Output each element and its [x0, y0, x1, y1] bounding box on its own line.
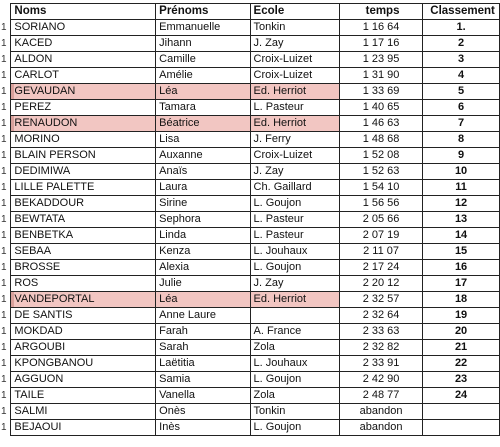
temps-cell: 2 32 57 — [339, 292, 422, 308]
row-index-cell: 1 — [1, 228, 11, 244]
ecole-cell: L. Goujon — [250, 196, 339, 212]
nom-cell: LILLE PALETTE — [11, 180, 156, 196]
table-row — [1, 324, 500, 340]
table-row — [1, 308, 500, 324]
temps-cell: abandon — [339, 420, 422, 436]
prenom-cell: Anne Laure — [156, 308, 250, 324]
table-row — [1, 404, 500, 420]
table-row — [1, 52, 500, 68]
table-row — [1, 100, 500, 116]
classement-cell: 9 — [423, 148, 500, 164]
table-row — [1, 340, 500, 356]
row-index-cell: 1 — [1, 36, 11, 52]
temps-cell: 1 33 69 — [339, 84, 422, 100]
row-index-cell: 1 — [1, 372, 11, 388]
header-temps: temps — [339, 4, 422, 20]
table-row — [1, 180, 500, 196]
prenom-cell: Onès — [156, 404, 250, 420]
nom-cell: MORINO — [11, 132, 156, 148]
table-row — [1, 36, 500, 52]
nom-cell: CARLOT — [11, 68, 156, 84]
classement-cell — [423, 404, 500, 420]
classement-cell: 16 — [423, 260, 500, 276]
row-index-cell: 1 — [1, 324, 11, 340]
nom-cell: RENAUDON — [11, 116, 156, 132]
prenom-cell: Sephora — [156, 212, 250, 228]
table-row — [1, 420, 500, 436]
prenom-cell: Sirine — [156, 196, 250, 212]
table-row — [1, 132, 500, 148]
classement-cell: 10 — [423, 164, 500, 180]
classement-cell: 19 — [423, 308, 500, 324]
classement-cell: 17 — [423, 276, 500, 292]
nom-cell: BROSSE — [11, 260, 156, 276]
temps-cell: 1 48 68 — [339, 132, 422, 148]
classement-cell: 5 — [423, 84, 500, 100]
prenom-cell: Samia — [156, 372, 250, 388]
classement-cell: 3 — [423, 52, 500, 68]
row-index-cell: 1 — [1, 388, 11, 404]
ecole-cell: Zola — [250, 388, 339, 404]
ecole-cell: Croix-Luizet — [250, 68, 339, 84]
ecole-cell: Ed. Herriot — [250, 84, 339, 100]
temps-cell: 2 05 66 — [339, 212, 422, 228]
nom-cell: KPONGBANOU — [11, 356, 156, 372]
table-row — [1, 20, 500, 36]
prenom-cell: Lisa — [156, 132, 250, 148]
ecole-cell: Ch. Gaillard — [250, 180, 339, 196]
results-table — [1, 3, 500, 436]
ecole-cell: Zola — [250, 340, 339, 356]
classement-cell: 2 — [423, 36, 500, 52]
ecole-cell: Ed. Herriot — [250, 292, 339, 308]
ecole-cell: L. Goujon — [250, 420, 339, 436]
nom-cell: ARGOUBI — [11, 340, 156, 356]
row-index-cell: 1 — [1, 276, 11, 292]
ecole-cell: L. Goujon — [250, 260, 339, 276]
temps-cell: 2 33 91 — [339, 356, 422, 372]
nom-cell: AGGUON — [11, 372, 156, 388]
prenom-cell: Tamara — [156, 100, 250, 116]
temps-cell: 2 33 63 — [339, 324, 422, 340]
prenom-cell: Laëtitia — [156, 356, 250, 372]
ecole-cell: Ed. Herriot — [250, 116, 339, 132]
row-index-cell: 1 — [1, 404, 11, 420]
table-row — [1, 260, 500, 276]
prenom-cell: Camille — [156, 52, 250, 68]
prenom-cell: Julie — [156, 276, 250, 292]
table-row — [1, 372, 500, 388]
classement-cell: 12 — [423, 196, 500, 212]
classement-cell: 15 — [423, 244, 500, 260]
nom-cell: DE SANTIS — [11, 308, 156, 324]
prenom-cell: Béatrice — [156, 116, 250, 132]
temps-cell: 2 48 77 — [339, 388, 422, 404]
classement-cell: 23 — [423, 372, 500, 388]
row-index-cell: 1 — [1, 116, 11, 132]
temps-cell: 1 16 64 — [339, 20, 422, 36]
row-index-cell: 1 — [1, 196, 11, 212]
nom-cell: BEJAOUI — [11, 420, 156, 436]
row-index-cell: 1 — [1, 340, 11, 356]
classement-cell: 22 — [423, 356, 500, 372]
row-index-cell: 1 — [1, 132, 11, 148]
temps-cell: 1 40 65 — [339, 100, 422, 116]
ecole-cell: L. Pasteur — [250, 100, 339, 116]
classement-cell: 18 — [423, 292, 500, 308]
table-row — [1, 388, 500, 404]
row-index-cell: 1 — [1, 180, 11, 196]
temps-cell: 1 54 10 — [339, 180, 422, 196]
table-row — [1, 244, 500, 260]
prenom-cell: Inès — [156, 420, 250, 436]
table-row — [1, 228, 500, 244]
classement-cell: 8 — [423, 132, 500, 148]
classement-cell: 11 — [423, 180, 500, 196]
nom-cell: SORIANO — [11, 20, 156, 36]
ecole-cell: Croix-Luizet — [250, 52, 339, 68]
table-row — [1, 68, 500, 84]
table-header — [1, 4, 500, 20]
header-ecole: Ecole — [250, 4, 339, 20]
nom-cell: KACED — [11, 36, 156, 52]
ecole-cell: J. Ferry — [250, 132, 339, 148]
row-index-cell: 1 — [1, 52, 11, 68]
ecole-cell: J. Zay — [250, 276, 339, 292]
prenom-cell: Jihann — [156, 36, 250, 52]
temps-cell: abandon — [339, 404, 422, 420]
temps-cell: 1 52 63 — [339, 164, 422, 180]
classement-cell — [423, 420, 500, 436]
table-row — [1, 164, 500, 180]
classement-cell: 1. — [423, 20, 500, 36]
prenom-cell: Auxanne — [156, 148, 250, 164]
row-index-cell: 1 — [1, 164, 11, 180]
nom-cell: GEVAUDAN — [11, 84, 156, 100]
table-row — [1, 356, 500, 372]
table-row — [1, 148, 500, 164]
ecole-cell: L. Jouhaux — [250, 356, 339, 372]
header-prenoms: Prénoms — [156, 4, 250, 20]
temps-cell: 2 17 24 — [339, 260, 422, 276]
nom-cell: BLAIN PERSON — [11, 148, 156, 164]
temps-cell: 2 32 64 — [339, 308, 422, 324]
prenom-cell: Linda — [156, 228, 250, 244]
classement-cell: 21 — [423, 340, 500, 356]
nom-cell: BENBETKA — [11, 228, 156, 244]
header-index — [1, 4, 11, 20]
temps-cell: 1 46 63 — [339, 116, 422, 132]
temps-cell: 2 11 07 — [339, 244, 422, 260]
classement-cell: 14 — [423, 228, 500, 244]
table-row — [1, 276, 500, 292]
prenom-cell: Anaïs — [156, 164, 250, 180]
nom-cell: BEWTATA — [11, 212, 156, 228]
table-row — [1, 196, 500, 212]
nom-cell: MOKDAD — [11, 324, 156, 340]
row-index-cell: 1 — [1, 308, 11, 324]
ecole-cell: Croix-Luizet — [250, 148, 339, 164]
ecole-cell: J. Zay — [250, 164, 339, 180]
nom-cell: TAILE — [11, 388, 156, 404]
header-classement: Classement — [423, 4, 500, 20]
prenom-cell: Emmanuelle — [156, 20, 250, 36]
table-row — [1, 84, 500, 100]
table-row — [1, 212, 500, 228]
temps-cell: 2 07 19 — [339, 228, 422, 244]
nom-cell: SALMI — [11, 404, 156, 420]
ecole-cell: A. France — [250, 324, 339, 340]
ecole-cell: L. Pasteur — [250, 212, 339, 228]
prenom-cell: Léa — [156, 292, 250, 308]
nom-cell: DEDIMIWA — [11, 164, 156, 180]
ecole-cell: J. Zay — [250, 36, 339, 52]
ecole-cell: L. Goujon — [250, 372, 339, 388]
prenom-cell: Kenza — [156, 244, 250, 260]
classement-cell: 20 — [423, 324, 500, 340]
ecole-cell: Tonkin — [250, 404, 339, 420]
prenom-cell: Laura — [156, 180, 250, 196]
classement-cell: 4 — [423, 68, 500, 84]
temps-cell: 2 42 90 — [339, 372, 422, 388]
header-noms: Noms — [11, 4, 156, 20]
temps-cell: 1 23 95 — [339, 52, 422, 68]
row-index-cell: 1 — [1, 420, 11, 436]
prenom-cell: Amélie — [156, 68, 250, 84]
temps-cell: 1 56 56 — [339, 196, 422, 212]
row-index-cell: 1 — [1, 356, 11, 372]
prenom-cell: Sarah — [156, 340, 250, 356]
nom-cell: SEBAA — [11, 244, 156, 260]
ecole-cell — [250, 308, 339, 324]
nom-cell: PEREZ — [11, 100, 156, 116]
row-index-cell: 1 — [1, 292, 11, 308]
ecole-cell: Tonkin — [250, 20, 339, 36]
table-row — [1, 116, 500, 132]
row-index-cell: 1 — [1, 260, 11, 276]
table-row — [1, 292, 500, 308]
row-index-cell: 1 — [1, 100, 11, 116]
row-index-cell: 1 — [1, 244, 11, 260]
temps-cell: 2 20 12 — [339, 276, 422, 292]
nom-cell: ALDON — [11, 52, 156, 68]
prenom-cell: Alexia — [156, 260, 250, 276]
row-index-cell: 1 — [1, 84, 11, 100]
classement-cell: 6 — [423, 100, 500, 116]
temps-cell: 1 17 16 — [339, 36, 422, 52]
temps-cell: 2 32 82 — [339, 340, 422, 356]
classement-cell: 13 — [423, 212, 500, 228]
row-index-cell: 1 — [1, 212, 11, 228]
temps-cell: 1 52 08 — [339, 148, 422, 164]
prenom-cell: Farah — [156, 324, 250, 340]
temps-cell: 1 31 90 — [339, 68, 422, 84]
prenom-cell: Léa — [156, 84, 250, 100]
ecole-cell: L. Jouhaux — [250, 244, 339, 260]
row-index-cell: 1 — [1, 68, 11, 84]
row-index-cell: 1 — [1, 20, 11, 36]
nom-cell: BEKADDOUR — [11, 196, 156, 212]
classement-cell: 7 — [423, 116, 500, 132]
prenom-cell: Vanella — [156, 388, 250, 404]
nom-cell: ROS — [11, 276, 156, 292]
classement-cell: 24 — [423, 388, 500, 404]
results-body — [1, 20, 500, 436]
row-index-cell: 1 — [1, 148, 11, 164]
header-row — [1, 4, 500, 20]
ecole-cell: L. Pasteur — [250, 228, 339, 244]
nom-cell: VANDEPORTAL — [11, 292, 156, 308]
